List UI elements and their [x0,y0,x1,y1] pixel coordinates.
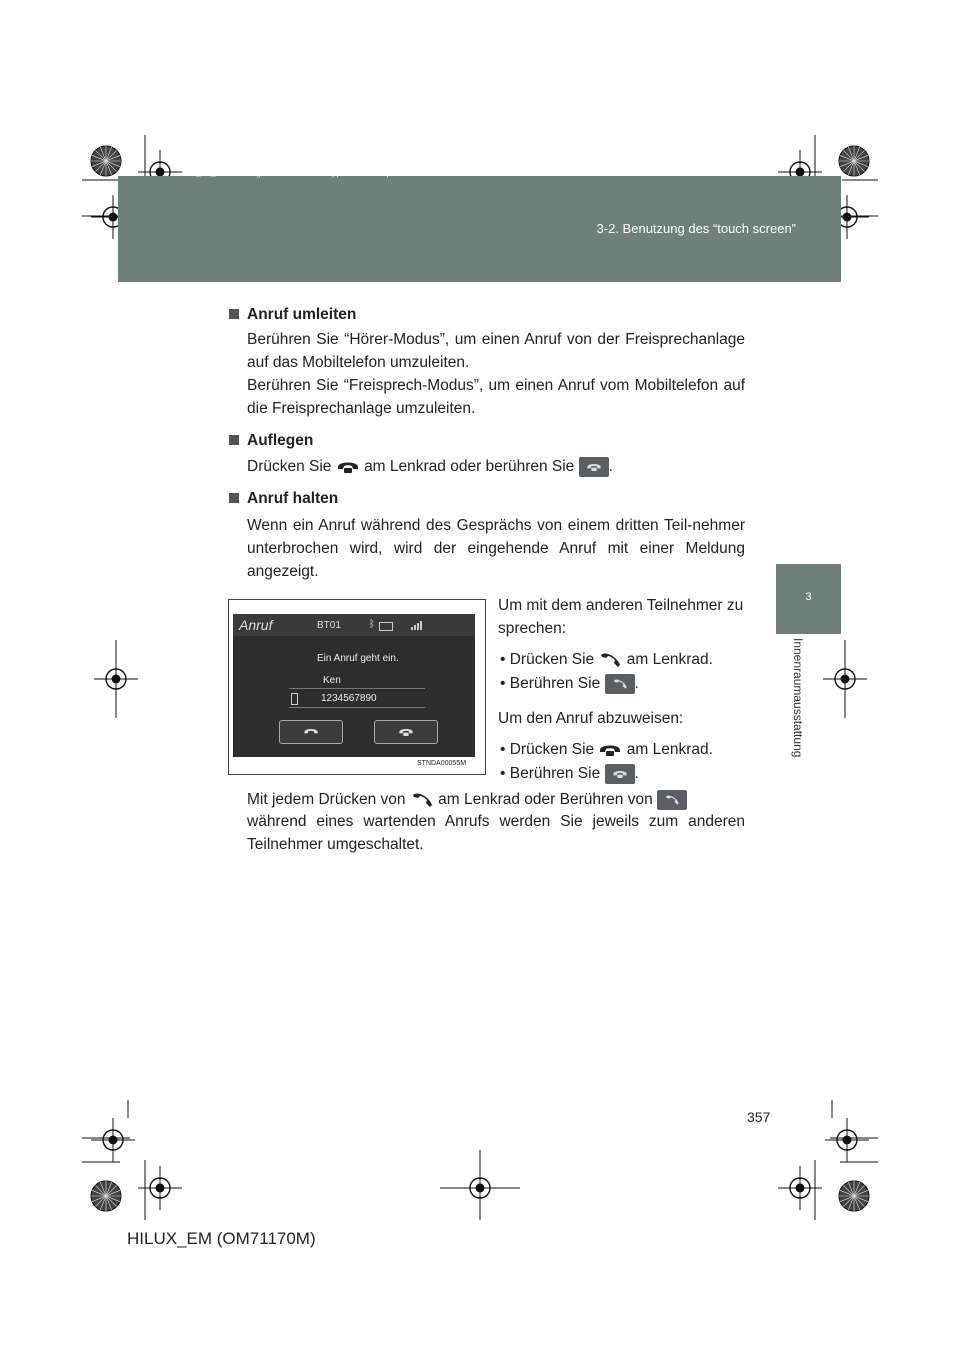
heading-bullet [229,493,239,503]
screen-message: Ein Anruf geht ein. [317,653,399,664]
heading-auflegen: Auflegen [229,429,313,452]
hangup-screen-button-icon [605,764,635,784]
mobile-phone-icon [291,693,298,705]
footer-model: HILUX_EM (OM71170M) [127,1229,316,1248]
reject-item-press: • Drücken Sie am Lenkrad. [500,741,713,758]
hangup-screen-button-icon [579,457,609,477]
reject-intro: Um den Anruf abzuweisen: [498,710,684,727]
pickup-screen-button-icon [605,674,635,694]
screen-device: BT01 [317,620,341,631]
bluetooth-icon: ᛒ [369,619,375,630]
final-rest: während eines wartenden Anrufs werden Sie jeweils zum anderen Teilnehmer umgeschaltet. [247,813,745,853]
screen-number: 1234567890 [321,693,377,704]
heading-anruf-umleiten: Anruf umleiten [229,303,356,326]
chapter-number: 3 [805,591,812,603]
reject-item-touch: • Berühren Sie . [500,765,639,782]
screen-caller: Ken [323,675,341,686]
print-stamp: sec_03_02.fm Page 357 Wednesday, March 30, 2011 6:43 PM [181,170,457,179]
touchscreen-image [233,614,475,757]
phone-pickup-icon [303,726,319,738]
screen-divider [289,707,425,708]
para-anruf-halten: Wenn ein Anruf während des Gesprächs von einem dritten Teil-nehmer unterbrochen wird, wird der eingehende Anruf mit einer Meldung angezeigt. [247,517,745,580]
phone-hangup-icon [598,742,622,758]
screen-title: Anruf [239,617,273,633]
phone-hangup-icon [398,726,414,738]
para-freisprech-modus: Berühren Sie “Freisprech-Modus”, um einen Anruf vom Mobiltelefon auf die Freisprechanlage umzuleiten. [247,377,745,417]
para-hoerer-modus: Berühren Sie “Hörer-Modus”, um einen Anruf von der Freisprechanlage auf das Mobiltelefon umzuleiten. [247,331,745,371]
talk-item-touch: • Berühren Sie . [500,675,639,692]
chapter-label: Innenraumausstattung [791,638,805,758]
phone-pickup-icon [410,791,434,809]
signal-icon [411,620,425,630]
heading-bullet [229,435,239,445]
final-line1: Mit jedem Drücken von am Lenkrad oder Berühren von [247,788,745,811]
pickup-screen-button-icon [657,790,687,810]
phone-pickup-icon [598,651,622,669]
page-number: 357 [747,1109,771,1125]
section-title: 3-2. Benutzung des “touch screen” [596,221,796,236]
phone-status-icon [379,622,393,631]
heading-bullet [229,309,239,319]
screen-reject-button[interactable] [374,720,438,744]
talk-intro: Um mit dem anderen Teilnehmer zu sprechen: [498,597,744,637]
screen-divider [289,688,425,689]
screen-accept-button[interactable] [279,720,343,744]
heading-anruf-halten: Anruf halten [229,487,338,510]
talk-item-press: • Drücken Sie am Lenkrad. [500,651,713,668]
para-auflegen: Drücken Sie am Lenkrad oder berühren Sie . [247,458,613,475]
screenshot-caption: STNDA00055M [417,760,467,767]
phone-hangup-icon [336,459,360,475]
